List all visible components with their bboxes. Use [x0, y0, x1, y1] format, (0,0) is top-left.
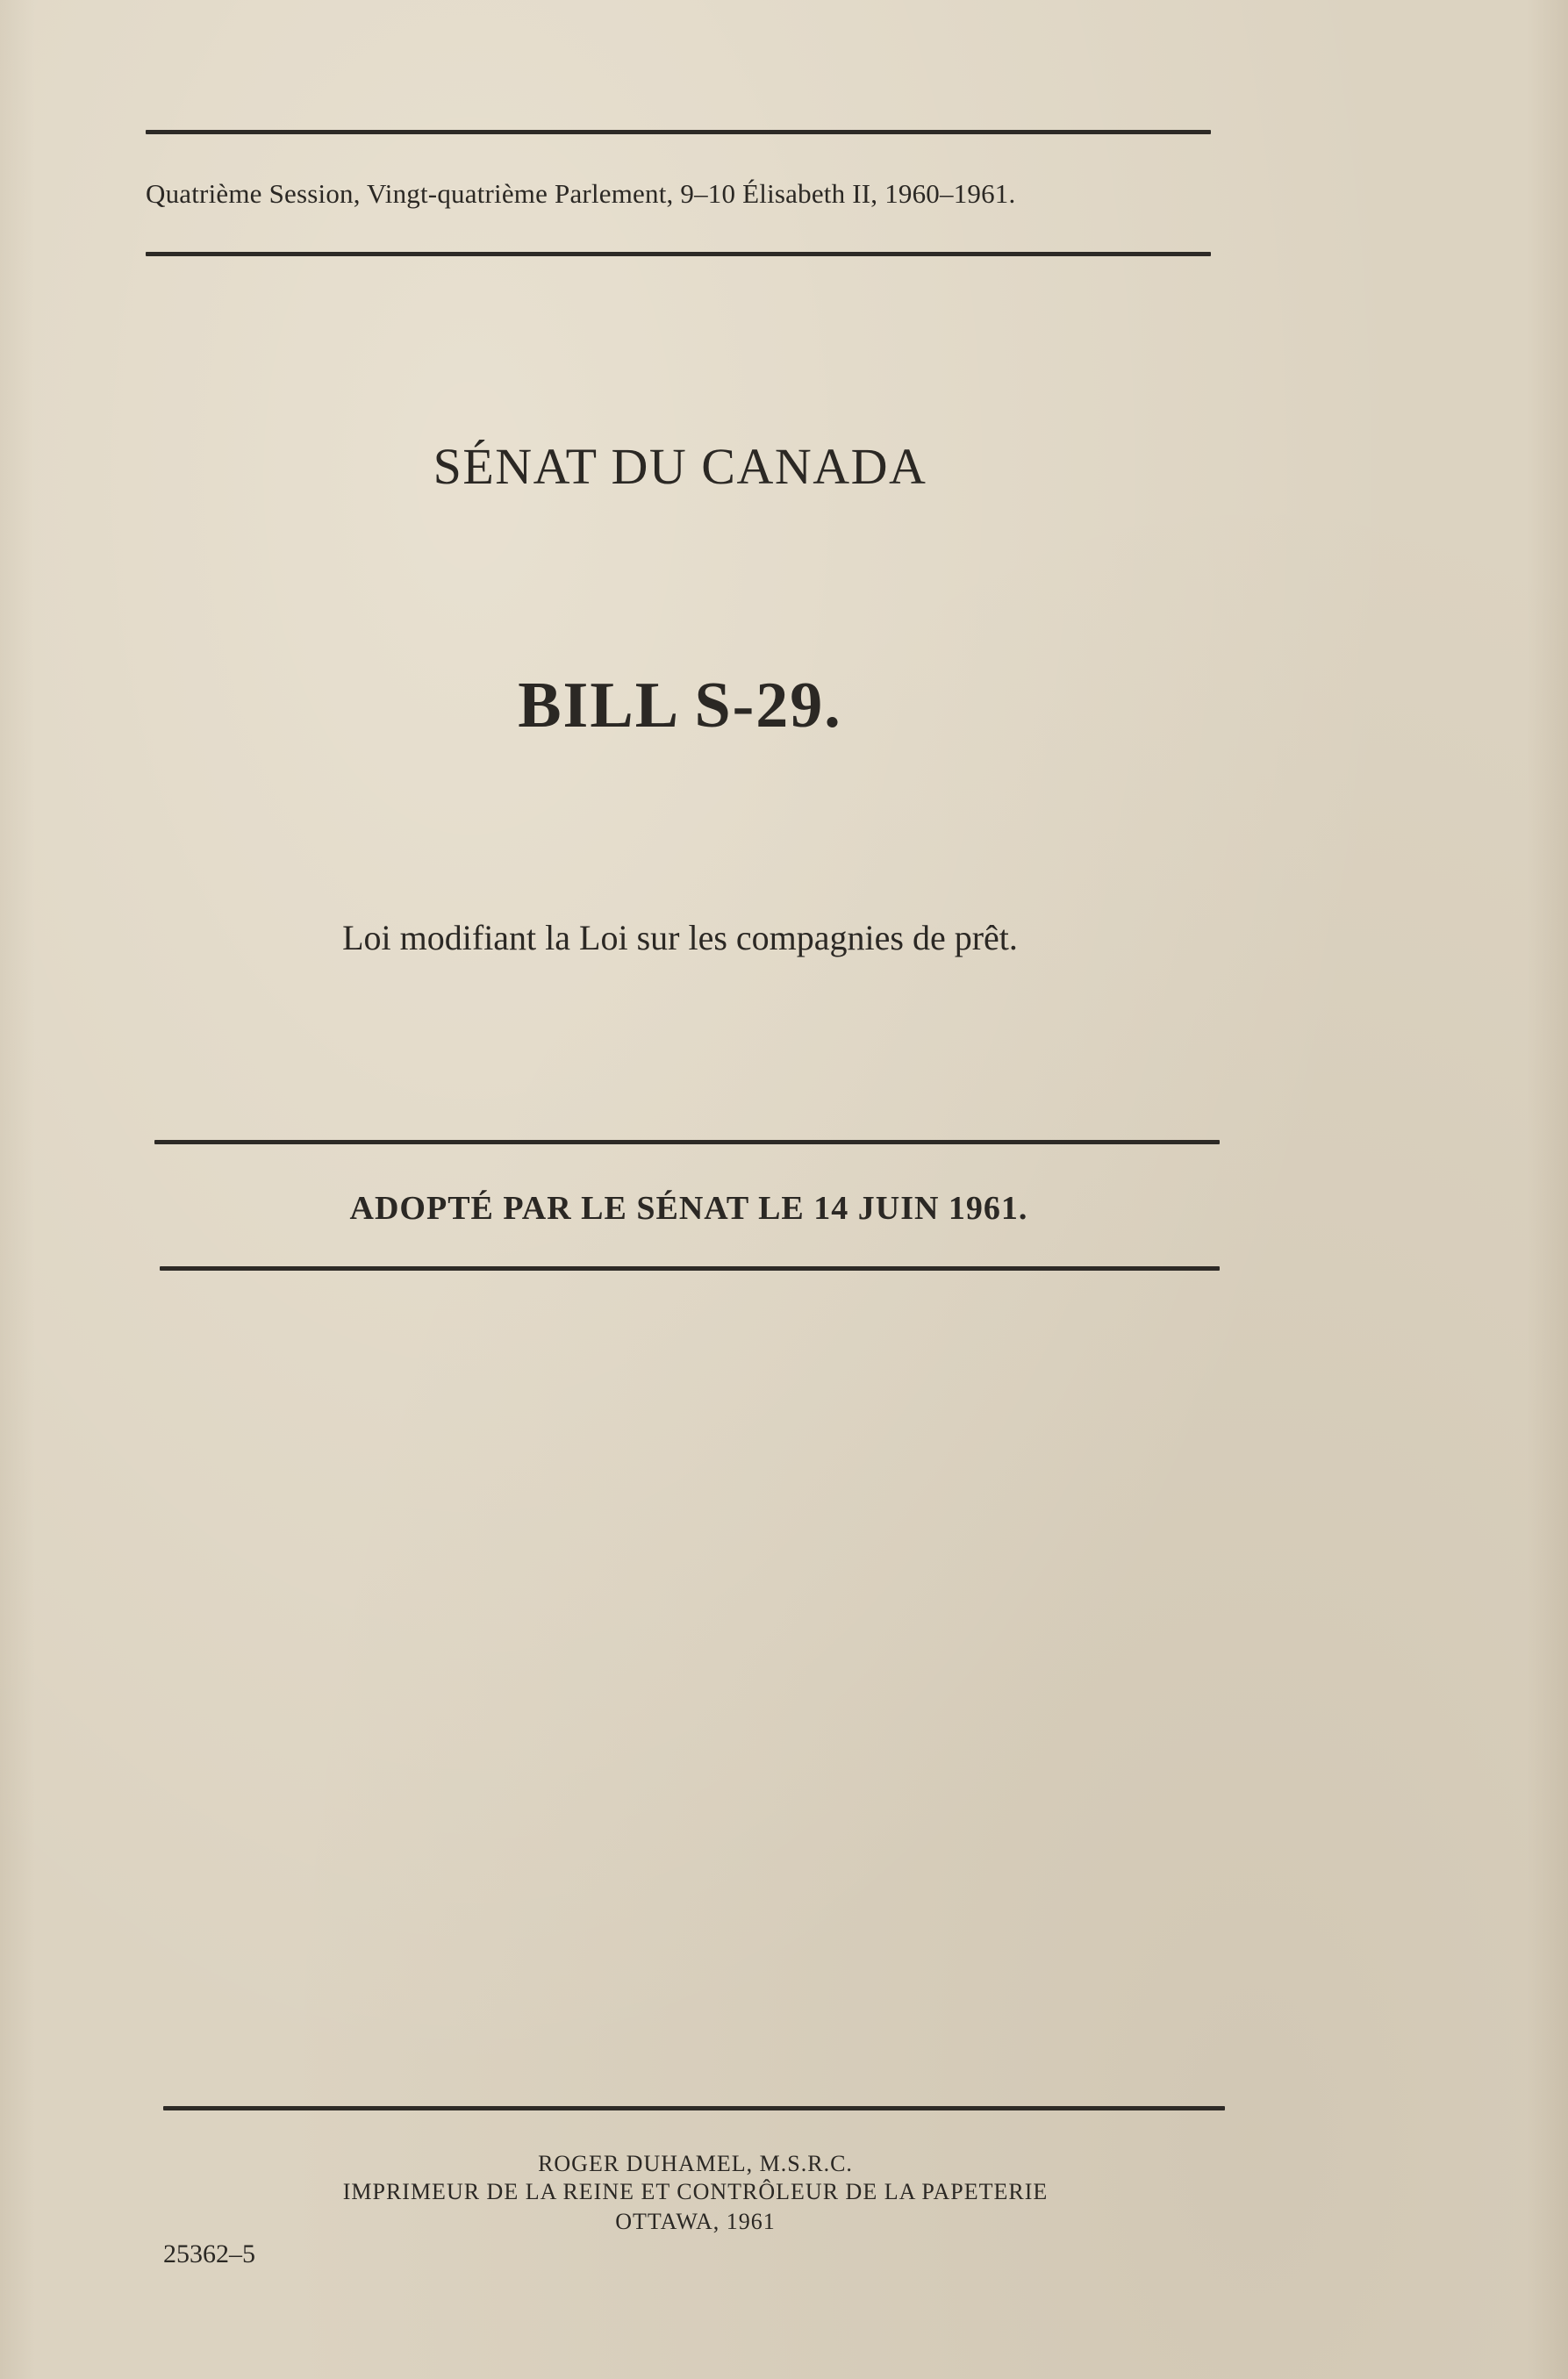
print-code: 25362–5	[163, 2239, 255, 2268]
header-bottom-rule	[146, 252, 1211, 256]
session-line: Quatrième Session, Vingt-quatrième Parlement, 9–10 Élisabeth II, 1960–1961.	[146, 178, 1016, 209]
passage-statement: ADOPTÉ PAR LE SÉNAT LE 14 JUIN 1961.	[349, 1190, 1028, 1227]
passage-bottom-rule	[160, 1266, 1220, 1271]
passage-top-rule	[154, 1140, 1220, 1144]
bill-number: BILL S-29.	[518, 670, 842, 742]
printer-title: IMPRIMEUR DE LA REINE ET CONTRÔLEUR DE LA PAPETERIE	[342, 2179, 1049, 2204]
footer-rule	[163, 2106, 1225, 2110]
top-rule	[146, 130, 1211, 134]
bill-description: Loi modifiant la Loi sur les compagnies de prêt.	[342, 918, 1018, 957]
printer-city: OTTAWA, 1961	[615, 2209, 776, 2234]
printer-name: ROGER DUHAMEL, M.S.R.C.	[538, 2151, 853, 2176]
senate-title: SÉNAT DU CANADA	[433, 438, 927, 495]
